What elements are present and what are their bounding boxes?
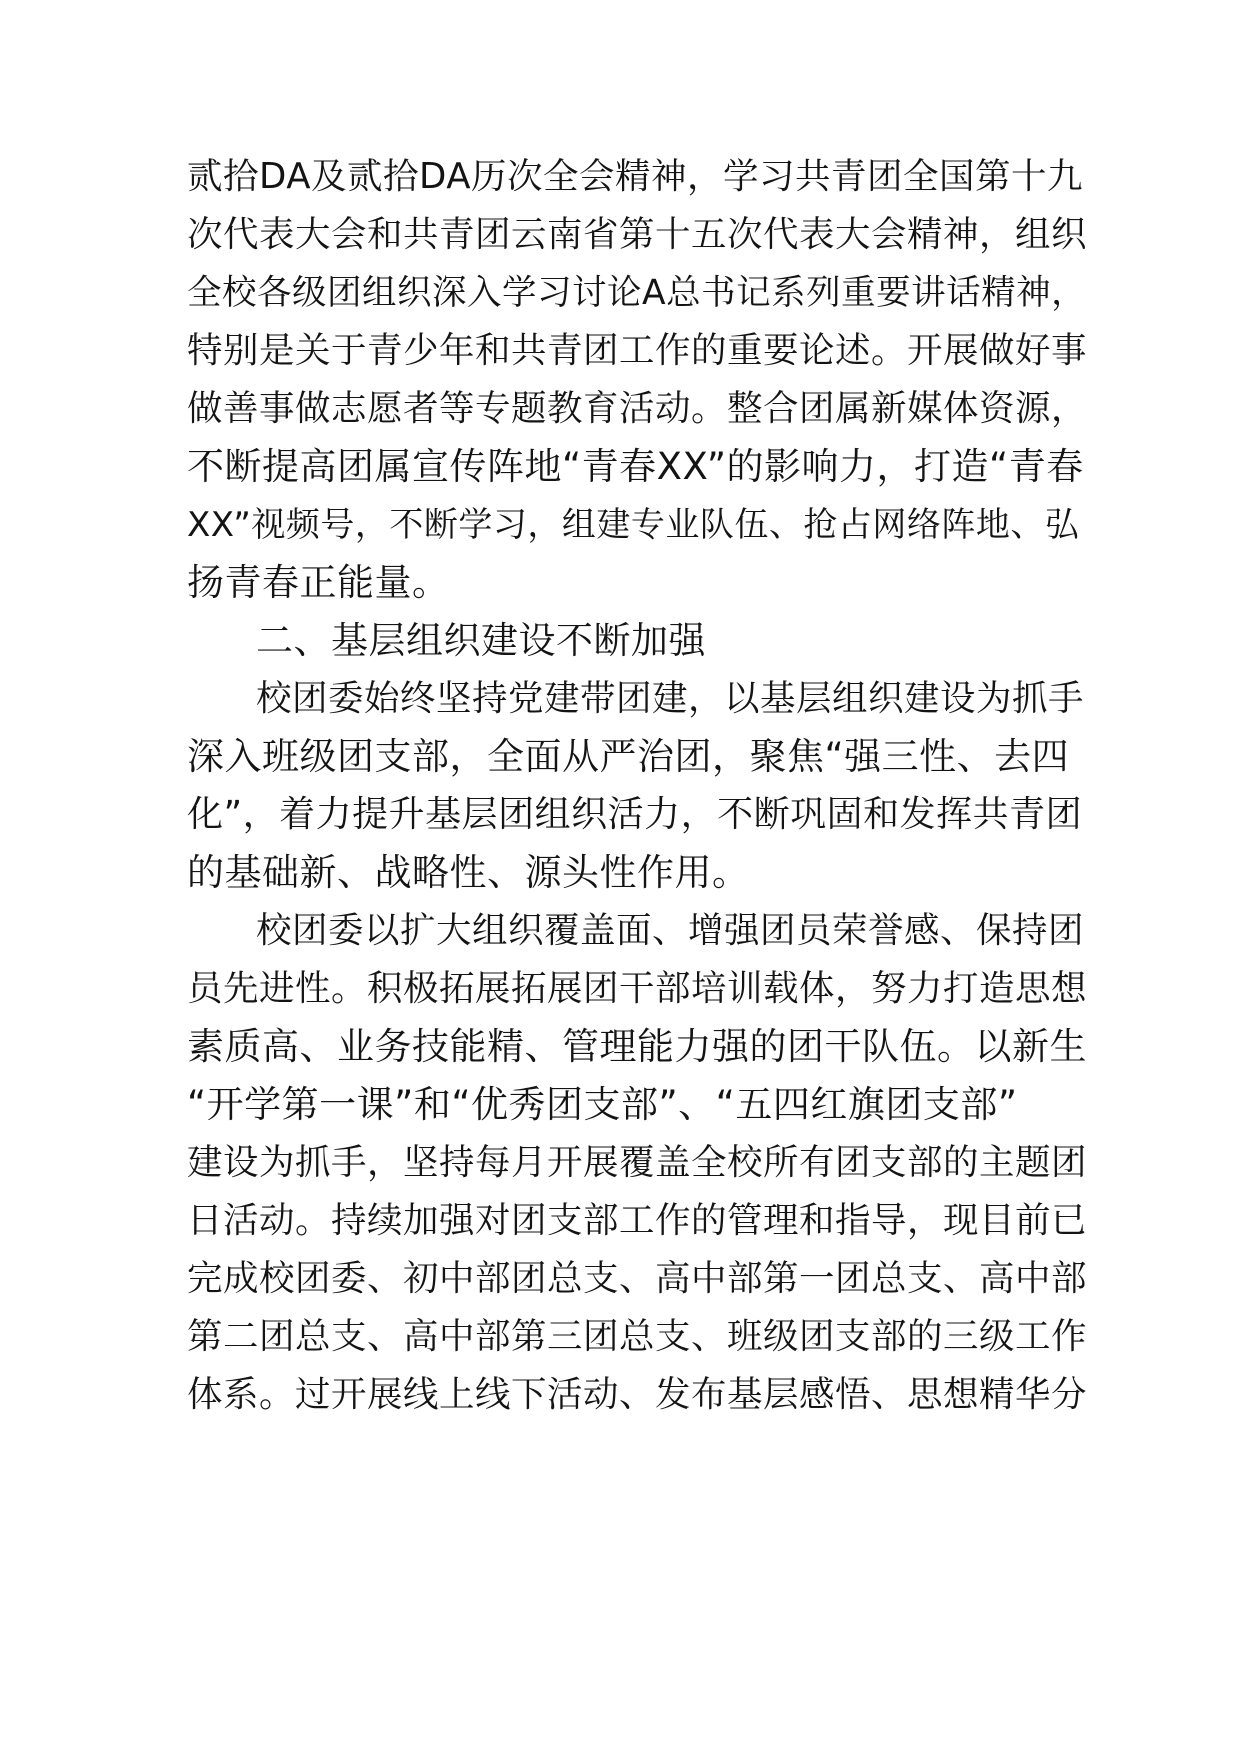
body-text-line: 扬青春正能量。 — [187, 561, 450, 604]
body-text-line: 次代表大会和共青团云南省第十五次代表大会精神，组织 — [187, 214, 1088, 255]
section-heading: 二、基层组织建设不断加强 — [256, 619, 706, 662]
body-text-line: 第二团总支、高中部第三团总支、班级团支部的三级工作 — [187, 1316, 1088, 1357]
body-text-line: 全校各级团组织深入学习讨论A总书记系列重要讲话精神， — [187, 273, 1087, 313]
body-text-line: 体系。过开展线上线下活动、发布基层感悟、思想精华分 — [187, 1374, 1088, 1415]
body-text-line: 的基础新、战略性、源头性作用。 — [187, 851, 750, 894]
body-text-line: 完成校团委、初中部团总支、高中部第一团总支、高中部 — [187, 1258, 1088, 1299]
body-text-line: 做善事做志愿者等专题教育活动。整合团属新媒体资源， — [187, 388, 1088, 429]
body-text-line: 深入班级团支部，全面从严治团，聚焦“强三性、去四 — [187, 735, 1070, 778]
body-text-line: 特别是关于青少年和共青团工作的重要论述。开展做好事 — [187, 330, 1088, 371]
body-text-line: 校团委以扩大组织覆盖面、增强团员荣誉感、保持团 — [256, 910, 1085, 951]
body-text-line: 日活动。持续加强对团支部工作的管理和指导，现目前已 — [187, 1200, 1088, 1241]
body-text-line: 员先进性。积极拓展拓展团干部培训载体，努力打造思想 — [187, 968, 1088, 1009]
body-text-line: 贰拾DA及贰拾DA历次全会精神，学习共青团全国第十九 — [187, 156, 1083, 197]
body-text-line: “开学第一课”和“优秀团支部”、“五四红旗团支部” — [187, 1083, 1018, 1126]
body-text-line: 校团委始终坚持党建带团建，以基层组织建设为抓手 — [256, 678, 1085, 719]
body-text-line: 化”，着力提升基层团组织活力，不断巩固和发挥共青团 — [187, 794, 1083, 835]
body-text-line: 素质高、业务技能精、管理能力强的团干队伍。以新生 — [187, 1025, 1087, 1068]
body-text-line: XX”视频号，不断学习，组建专业队伍、抢占网络阵地、弘 — [187, 505, 1080, 545]
body-text-line: 不断提高团属宣传阵地“青春XX”的影响力，打造“青春 — [187, 445, 1084, 488]
body-text-line: 建设为抓手，坚持每月开展覆盖全校所有团支部的主题团 — [187, 1142, 1088, 1183]
